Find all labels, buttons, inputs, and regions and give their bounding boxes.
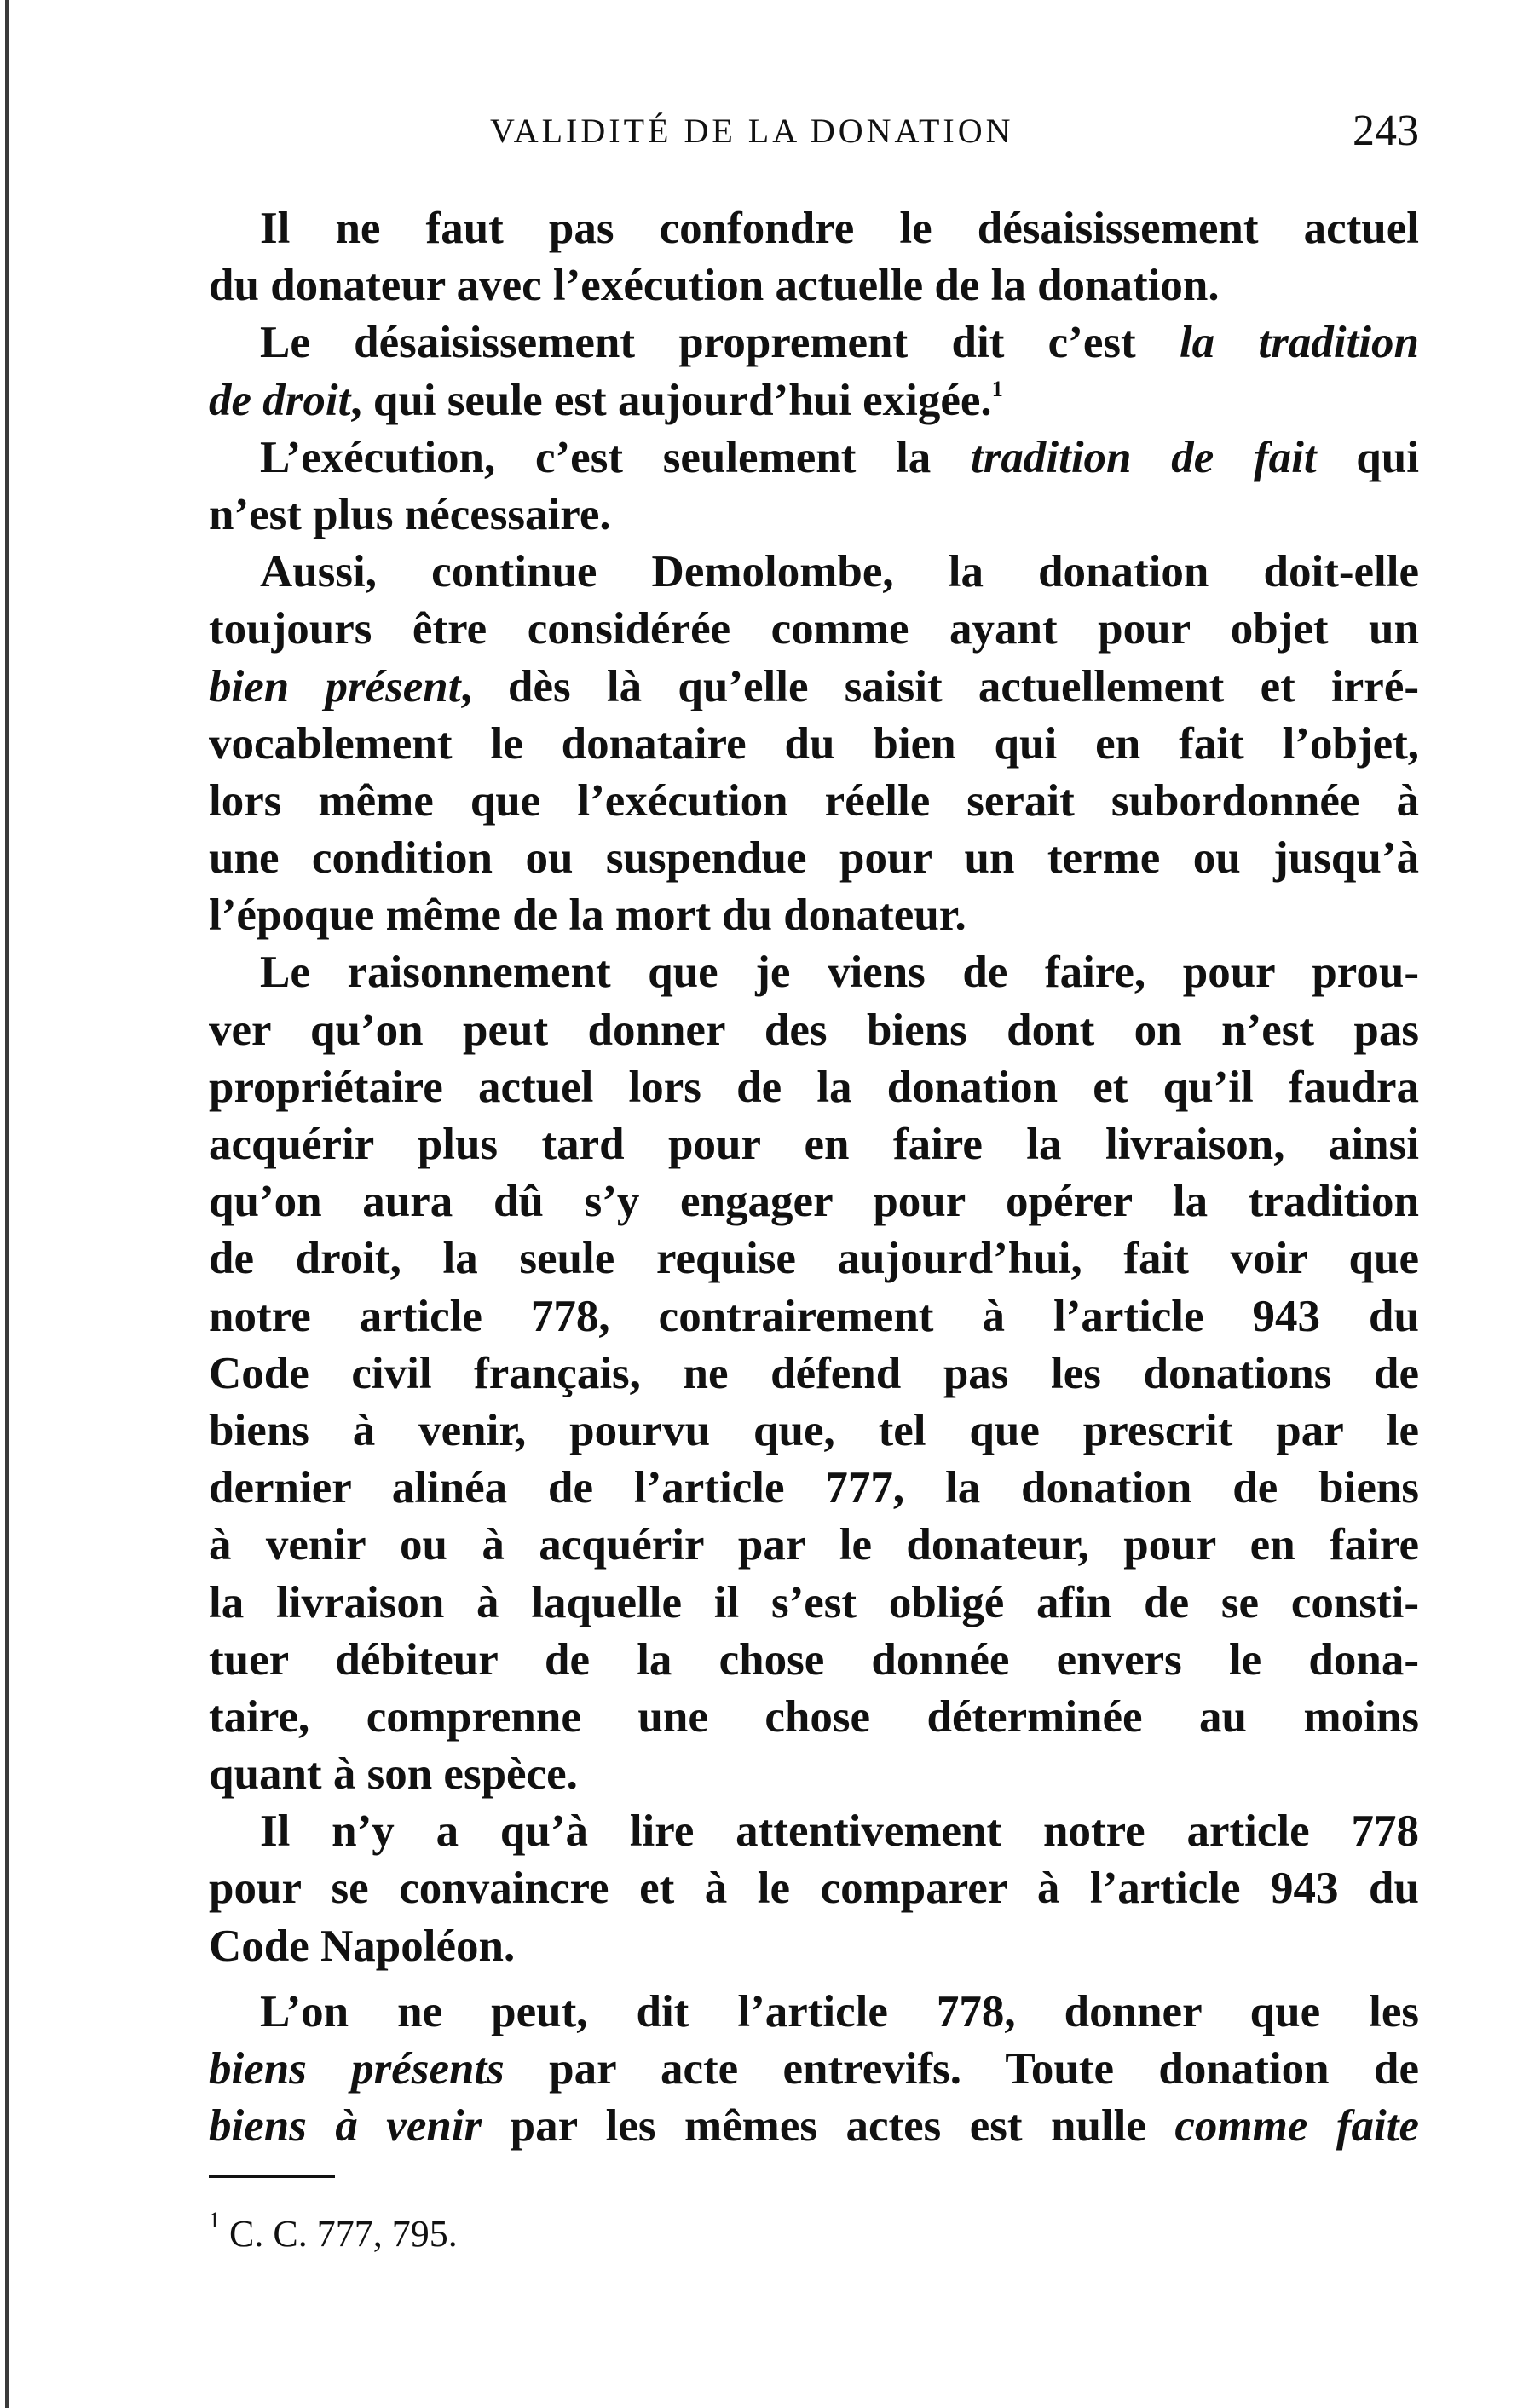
- footnote-marker: 1: [209, 2208, 220, 2232]
- text-line: lors même que l’exécution réelle serait subordonnée à: [209, 775, 1419, 826]
- text-line: biens à venir par les mêmes actes est nulle comme faite: [209, 2101, 1419, 2152]
- text-line: Aussi, continue Demolombe, la donation doit-elle: [260, 547, 1419, 597]
- text-line: Il n’y a qu’à lire attentivement notre article 778: [260, 1806, 1419, 1857]
- italic-phrase: tradition de fait: [971, 432, 1317, 482]
- text-line: Le raisonnement que je viens de faire, pour prou-: [260, 948, 1419, 998]
- running-head: VALIDITÉ DE LA DONATION: [490, 112, 1014, 150]
- page-header: [209, 107, 1419, 170]
- text-line: L’on ne peut, dit l’article 778, donner que les: [260, 1986, 1419, 2036]
- text-line: Code civil français, ne défend pas les donations de: [209, 1348, 1419, 1398]
- footnote-text: C. C. 777, 795.: [229, 2213, 458, 2255]
- text-line: taire, comprenne une chose déterminée au moins: [209, 1691, 1419, 1742]
- text-line: pour se convaincre et à le comparer à l’article 943 du: [209, 1864, 1419, 1914]
- footnote-reference: 1: [991, 376, 1003, 401]
- text-line: tuer débiteur de la chose donnée envers le dona-: [209, 1634, 1419, 1685]
- italic-phrase: bien présent: [209, 661, 461, 711]
- text-line: quant à son espèce.: [209, 1749, 578, 1800]
- text-line: toujours être considérée comme ayant pour objet un: [209, 604, 1419, 654]
- footnote-rule: [209, 2175, 335, 2178]
- text-line: notre article 778, contrairement à l’article 943 du: [209, 1291, 1419, 1341]
- text-line: ver qu’on peut donner des biens dont on n’est pas: [209, 1005, 1419, 1055]
- paragraph-gap: [209, 1975, 1419, 1984]
- italic-phrase: biens présents: [209, 2044, 505, 2094]
- text-line: la livraison à laquelle il s’est obligé afin de se consti-: [209, 1577, 1419, 1627]
- text-line: L’exécution, c’est seulement la tradition de fait qui: [260, 432, 1419, 482]
- page-binding-edge: [5, 0, 9, 2408]
- text-line: Il ne faut pas confondre le désaisissement actuel: [260, 204, 1419, 253]
- footnote: [209, 2208, 458, 2255]
- text-line: acquérir plus tard pour en faire la livraison, ainsi: [209, 1120, 1419, 1169]
- italic-phrase: comme faite: [1174, 2101, 1419, 2152]
- text-line: n’est plus nécessaire.: [209, 489, 611, 539]
- text-line: Code Napoléon.: [209, 1921, 516, 1971]
- text-line: de droit, qui seule est aujourd’hui exigée.$^1$: [209, 375, 1003, 425]
- text-line: qu’on aura dû s’y engager pour opérer la tradition: [209, 1177, 1419, 1227]
- text-line: de droit, la seule requise aujourd’hui, fait voir que: [209, 1234, 1419, 1284]
- text-line: dernier alinéa de l’article 777, la donation de biens: [209, 1463, 1419, 1513]
- italic-phrase: de droit: [209, 375, 351, 425]
- text-line: Le désaisissement proprement dit c’est la tradition: [260, 318, 1419, 368]
- text-line: du donateur avec l’exécution actuelle de la donation.: [209, 261, 1220, 311]
- italic-phrase: biens à venir: [209, 2101, 482, 2152]
- text-line: bien présent, dès là qu’elle saisit actuellement et irré-: [209, 661, 1419, 711]
- body-text: [209, 200, 1419, 2155]
- text-line: une condition ou suspendue pour un terme ou jusqu’à: [209, 833, 1419, 884]
- text-line: biens présents par acte entrevifs. Toute donation de: [209, 2044, 1419, 2094]
- text-line: biens à venir, pourvu que, tel que prescrit par le: [209, 1405, 1419, 1455]
- text-line: propriétaire actuel lors de la donation et qu’il faudra: [209, 1062, 1419, 1112]
- text-line: à venir ou à acquérir par le donateur, pour en faire: [209, 1520, 1419, 1570]
- text-line: vocablement le donataire du bien qui en fait l’objet,: [209, 718, 1419, 769]
- page-number: 243: [1353, 107, 1419, 155]
- text-line: l’époque même de la mort du donateur.: [209, 890, 966, 941]
- italic-phrase: la tradition: [1179, 318, 1419, 368]
